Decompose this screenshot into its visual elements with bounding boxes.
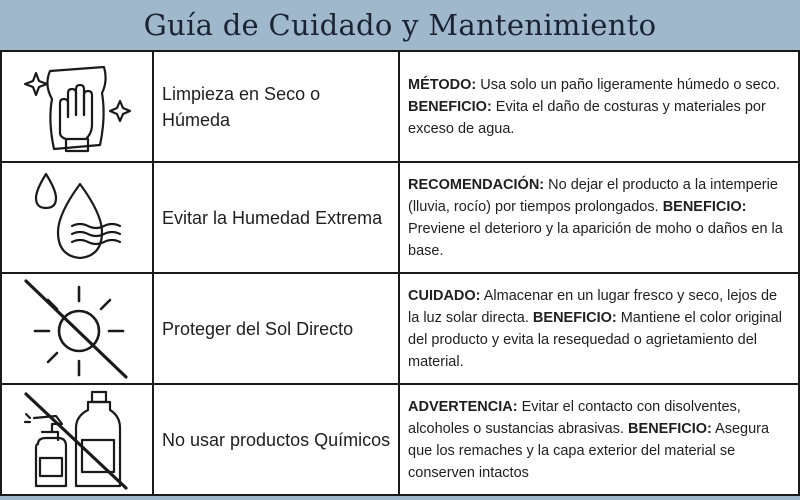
row-description: MÉTODO: Usa solo un paño ligeramente húmedo o seco. BENEFICIO: Evita el daño de costuras y materiales por exceso de agua. [399,51,799,162]
row-name: Evitar la Humedad Extrema [153,162,399,273]
cleaning-hand-cloth-icon [22,59,132,155]
water-drops-waves-icon [22,170,132,266]
row-name: Limpieza en Seco o Húmeda [153,51,399,162]
page-title: Guía de Cuidado y Mantenimiento [143,8,657,42]
row-description: CUIDADO: Almacenar en un lugar fresco y seco, lejos de la luz solar directa. BENEFICIO: Mantiene el color original del producto y evita la resequedad o agrietamiento del material. [399,273,799,384]
table-row [1,162,799,273]
care-table [0,50,800,496]
table-row [1,273,799,384]
table-row [1,384,799,495]
no-sun-icon [22,279,132,379]
row-description: ADVERTENCIA: Evitar el contacto con disolventes, alcoholes o sustancias abrasivas. BENEFICIO: Asegura que los remaches y la capa exterior del material se conserven intactos [399,384,799,495]
row-description: RECOMENDACIÓN: No dejar el producto a la intemperie (lluvia, rocío) por tiempos prolongados. BENEFICIO: Previene el deterioro y la aparición de moho o daños en la base. [399,162,799,273]
row-name: Proteger del Sol Directo [153,273,399,384]
table-row [1,51,799,162]
row-name: No usar productos Químicos [153,384,399,495]
no-chemicals-icon [22,388,132,492]
